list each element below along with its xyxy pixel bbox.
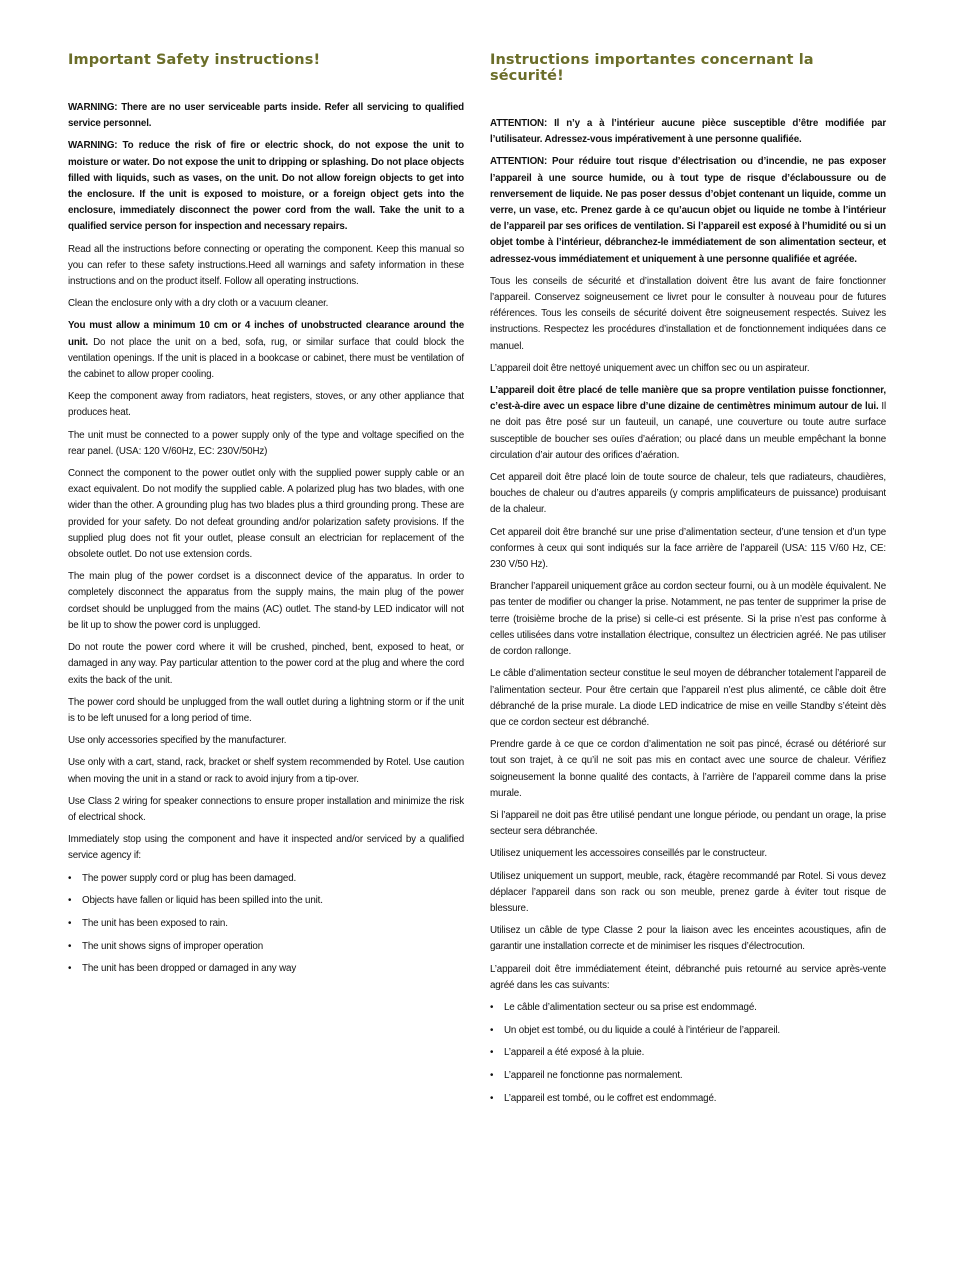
right-paragraph-text: Tous les conseils de sécurité et d’installation doivent être lus avant de faire fonctionner l’appareil. Conservez soigneusement ce livret pour le consulter à nouveau pour de futures références. Tous les conseils de sécurité doivent être soigneusement respectés. Suivez les instructions. Respectez les procédures d’installation et de fonctionnement indiquées dans ce manuel. — [490, 275, 886, 352]
right-bullet-item — [490, 1023, 886, 1039]
bullet-icon: • — [490, 1070, 494, 1082]
right-paragraph-text: Prendre garde à ce que ce cordon d’alimentation ne soit pas pincé, écrasé ou détérioré sur tout son trajet, à ce qu’il ne soit pas mis en contact avec une source de chaleur. Vérifiez soigneusement la bonne qualité des contacts, à l’arrière de l’appareil comme dans la prise murale. — [490, 739, 886, 799]
right-paragraph — [490, 116, 886, 148]
left-bullet-item — [68, 939, 464, 955]
left-paragraph — [68, 695, 464, 727]
left-bullet-item — [68, 916, 464, 932]
right-paragraph — [490, 923, 886, 955]
left-paragraph-text: Connect the component to the power outlet only with the supplied power supply cable or an exact equivalent. Do not modify the supplied cable. A polarized plug has two blades, with one wider than the other. A grounding plug has two blades plus a third grounding prong. These are provided for your safety. Do not defeat grounding and/or polarization safety provisions. If the supplied plug does not fit your outlet, please consult an electrician for replacement of the obsolete outlet. Do not use extension cords. — [68, 468, 464, 561]
right-paragraph — [490, 869, 886, 918]
left-paragraph-text: WARNING: To reduce the risk of fire or electric shock, do not expose the unit to moisture or water. Do not expose the unit to dripping or splashing. Do not place objects filled with liquids, such as vases, on the unit. Do not allow foreign objects to get into the enclosure. If the unit is exposed to moisture, or a foreign object gets into the enclosure, immediately disconnect the power cord from the wall. Take the unit to a qualified service person for inspection and necessary repairs. — [68, 140, 464, 233]
bullet-icon: • — [490, 1092, 494, 1104]
left-paragraph-text: Read all the instructions before connecting or operating the component. Keep this manual so you can refer to these safety instructions.Heed all warnings and safety information in these instructions and on the product itself. Follow all operating instructions. — [68, 243, 464, 288]
right-paragraph-text: Utilisez un câble de type Classe 2 pour la liaison avec les enceintes acoustiques, afin de garantir une installation correcte et de minimiser les risques d’électrocution. — [490, 925, 886, 953]
right-bullet-text: Un objet est tombé, ou du liquide a coulé à l’intérieur de l’appareil. — [504, 1024, 780, 1036]
left-bullet-text: The unit has been dropped or damaged in any way — [82, 963, 297, 975]
right-bullet-text: L’appareil ne fonctionne pas normalement. — [504, 1070, 683, 1082]
right-paragraph-text: Brancher l’appareil uniquement grâce au cordon secteur fourni, ou à un modèle équivalent. Ne pas tenter de modifier ou changer la prise. Notamment, ne pas tenter de supprimer la prise de terre (troisième broche de la prise) si celle-ci est présente. Si la prise n’est pas conforme à celles utilisées dans votre installation électrique, consultez un électricien agréé. Ne pas utiliser de cordon rallonge. — [490, 581, 886, 658]
left-paragraph-text: Keep the component away from radiators, heat registers, stoves, or any other appliance that produces heat. — [68, 391, 464, 419]
left-bullet-text: The unit shows signs of improper operation — [82, 940, 264, 952]
english-title: Important Safety instructions! — [68, 52, 321, 68]
left-bullet-item — [68, 961, 464, 977]
right-bullet-text: L’appareil est tombé, ou le coffret est endommagé. — [504, 1092, 717, 1104]
right-paragraph-lead: L’appareil doit être placé de telle manière que sa propre ventilation puisse fonctionner, c’est-à-dire avec un espace libre d’une dizaine de centimètres minimum autour de lui. — [490, 385, 886, 413]
left-paragraph-text: Do not route the power cord where it will be crushed, pinched, bent, exposed to heat, or damaged in any way. Pay particular attention to the power cord at the plug and where the cord exits the back of the unit. — [68, 642, 464, 686]
right-paragraph-text: L’appareil doit être immédiatement éteint, débranché puis retourné au service après-vente agréé dans les cas suivants: — [490, 963, 886, 991]
right-paragraph — [490, 274, 886, 355]
right-paragraph — [490, 361, 886, 377]
left-paragraph — [68, 755, 464, 787]
french-title: Instructions importantes concernant la sécurité! — [490, 52, 814, 84]
right-paragraph-text: ATTENTION: Pour réduire tout risque d’électrisation ou d’incendie, ne pas exposer l’appareil à une source humide, ou à tout type de risque d’éclaboussure ou de renversement de liquide. Ne pas poser dessus d’objet contenant un liquide, comme un verre, un vase, etc. Prenez garde à ce qu’aucun objet ou liquide ne tombe à l’intérieur de l’appareil par ses orifices de ventilation. Si l’appareil est exposé à l’humidité ou si un objet tombe à l’intérieur, débranchez-le immédiatement de son alimentation secteur, et adressez-vous immédiatement et uniquement à une personne qualifiée et agréée. — [490, 156, 886, 265]
right-bullet-item — [490, 1091, 886, 1107]
right-paragraph — [490, 737, 886, 802]
left-paragraph-text: The power cord should be unplugged from the wall outlet during a lightning storm or if the unit is to be left unused for a long period of time. — [68, 696, 464, 724]
left-bullet-item — [68, 871, 464, 887]
left-paragraph — [68, 296, 464, 312]
right-paragraph-text: ATTENTION: Il n’y a à l’intérieur aucune pièce susceptible d’être modifiée par l’utilisateur. Adressez-vous impérativement à une personne qualifiée. — [490, 118, 886, 146]
left-paragraph — [68, 640, 464, 689]
right-paragraph — [490, 470, 886, 519]
right-bullet-item — [490, 1068, 886, 1084]
left-bullet-text: The unit has been exposed to rain. — [82, 917, 228, 929]
right-paragraph — [490, 579, 886, 660]
right-paragraph — [490, 846, 886, 862]
left-paragraph-lead: You must allow a minimum 10 cm or 4 inches of unobstructed clearance around the unit. — [68, 320, 464, 348]
left-paragraph — [68, 794, 464, 826]
right-paragraph-text: Cet appareil doit être branché sur une prise d’alimentation secteur, d’une tension et d’un type conformes à ceux qui sont indiqués sur la face arrière de l’appareil (USA: 115 V/60 Hz, CE: 230 V/50 Hz). — [490, 526, 886, 571]
left-bullet-item — [68, 893, 464, 909]
right-bullet-item — [490, 1045, 886, 1061]
left-paragraph-text: Clean the enclosure only with a dry cloth or a vacuum cleaner. — [68, 298, 329, 310]
right-paragraph-text: Utilisez uniquement les accessoires conseillés par le constructeur. — [490, 848, 767, 860]
french-column — [490, 52, 886, 1113]
left-paragraph — [68, 318, 464, 383]
bullet-icon: • — [68, 895, 72, 907]
right-paragraph — [490, 666, 886, 731]
right-paragraph-text: L’appareil doit être nettoyé uniquement avec un chiffon sec ou un aspirateur. — [490, 362, 810, 374]
left-paragraph-text: Use only accessories specified by the manufacturer. — [68, 735, 287, 747]
left-paragraph — [68, 569, 464, 634]
left-paragraph-text: WARNING: There are no user serviceable parts inside. Refer all servicing to qualified service personnel. — [68, 102, 464, 130]
right-paragraph — [490, 962, 886, 994]
left-paragraph — [68, 100, 464, 132]
bullet-icon: • — [490, 1047, 494, 1059]
left-paragraph-text: Do not place the unit on a bed, sofa, rug, or similar surface that could block the ventilation openings. If the unit is placed in a bookcase or cabinet, there must be ventilation of the cabinet to allow proper cooling. — [68, 336, 464, 381]
right-bullet-text: L’appareil a été exposé à la pluie. — [504, 1047, 645, 1059]
right-paragraph-text: Utilisez uniquement un support, meuble, rack, étagère recommandé par Rotel. Si vous devez déplacer l’appareil dans son rack ou son meuble, prenez garde à éviter tout risque de blessure. — [490, 870, 886, 914]
right-paragraph — [490, 808, 886, 840]
english-paragraphs — [68, 100, 464, 865]
right-paragraph-text: Cet appareil doit être placé loin de toute source de chaleur, tels que radiateurs, chaudières, bouches de chaleur ou d’autres appareils (y compris amplificateurs de puissance) produisant de la chaleur. — [490, 472, 886, 516]
left-bullet-text: Objects have fallen or liquid has been spilled into the unit. — [82, 895, 323, 907]
left-paragraph-text: Immediately stop using the component and have it inspected and/or serviced by a qualified service agency if: — [68, 834, 464, 862]
right-paragraph-text: Il ne doit pas être posé sur un fauteuil, un canapé, une couverture ou toute autre surface susceptible de boucher ses ouïes d’aération; ou placé dans un meuble empêchant la bonne circulation d’air autour des orifices d’aération. — [490, 401, 887, 461]
left-paragraph-text: Use Class 2 wiring for speaker connections to ensure proper installation and minimize the risk of electrical shock. — [68, 795, 464, 823]
left-paragraph — [68, 389, 464, 421]
left-paragraph — [68, 466, 464, 563]
left-paragraph — [68, 242, 464, 291]
english-bullet-list — [68, 871, 464, 978]
left-paragraph — [68, 428, 464, 460]
right-paragraph-text: Si l’appareil ne doit pas être utilisé pendant une longue période, ou pendant un orage, la prise secteur sera débranchée. — [490, 809, 886, 838]
right-bullet-text: Le câble d’alimentation secteur ou sa prise est endommagé. — [504, 1001, 757, 1013]
bullet-icon: • — [68, 963, 72, 975]
right-paragraph — [490, 525, 886, 574]
french-paragraphs — [490, 116, 886, 994]
left-paragraph — [68, 138, 464, 235]
bullet-icon: • — [68, 940, 72, 952]
left-paragraph-text: Use only with a cart, stand, rack, bracket or shelf system recommended by Rotel. Use caution when moving the unit in a stand or rack to avoid injury from a tip-over. — [68, 757, 464, 785]
bullet-icon: • — [490, 1001, 494, 1013]
left-bullet-text: The power supply cord or plug has been damaged. — [82, 872, 297, 884]
right-paragraph-text: Le câble d’alimentation secteur constitue le seul moyen de débrancher totalement l’appareil de l’alimentation secteur. Pour être certain que l’appareil n’est plus alimenté, ce câble doit être débranché de la prise murale. La diode LED indicatrice de mise en veille Standby s’éteint dès que ce cordon secteur est débranché. — [490, 668, 886, 728]
left-paragraph-text: The unit must be connected to a power supply only of the type and voltage specified on the rear panel. (USA: 120 V/60Hz, EC: 230V/50Hz) — [68, 429, 464, 457]
english-column — [68, 52, 464, 984]
right-paragraph — [490, 154, 886, 267]
right-bullet-item — [490, 1000, 886, 1016]
right-paragraph — [490, 383, 886, 464]
left-paragraph-text: The main plug of the power cordset is a disconnect device of the apparatus. In order to completely disconnect the apparatus from the supply mains, the main plug of the power cordset should be unplugged from the mains (AC) outlet. The stand-by LED indicator will not be lit up to show the power cord is unplugged. — [68, 571, 464, 631]
french-bullet-list — [490, 1000, 886, 1107]
bullet-icon: • — [68, 917, 72, 929]
left-paragraph — [68, 832, 464, 864]
left-paragraph — [68, 733, 464, 749]
bullet-icon: • — [68, 872, 72, 884]
bullet-icon: • — [490, 1024, 494, 1036]
